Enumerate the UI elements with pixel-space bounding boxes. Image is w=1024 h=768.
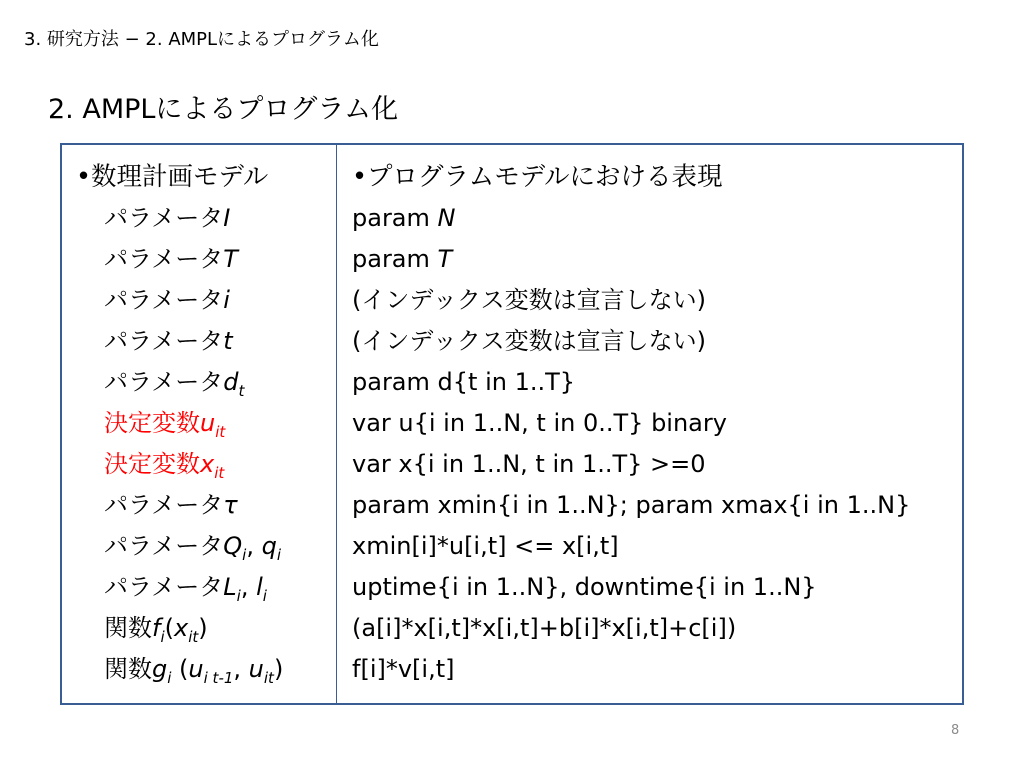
function-g-row xyxy=(76,649,332,690)
symbol-N: N xyxy=(437,204,456,232)
subscript-i-t-1: i t-1 xyxy=(203,669,234,687)
slide-number: 8 xyxy=(951,723,960,738)
decision-var-u-row xyxy=(76,403,332,444)
symbol-f: f xyxy=(152,614,161,642)
code-param-xmin-xmax: param xmin{i in 1..N}; param xmax{i in 1..N} xyxy=(352,491,911,519)
code-index-note-i: (インデックス変数は宣言しない) xyxy=(352,286,707,314)
subscript-t: t xyxy=(238,382,245,400)
decision-label: 決定変数 xyxy=(104,450,200,478)
param-tau-row xyxy=(76,485,332,526)
symbol-x: x xyxy=(200,450,215,478)
function-label: 関数 xyxy=(104,655,152,683)
subscript-i: i xyxy=(236,587,241,605)
code-param-N xyxy=(352,198,960,239)
code-constraint: xmin[i]*u[i,t] <= x[i,t] xyxy=(352,532,619,560)
param-L-l-row xyxy=(76,567,332,608)
code-param-d: param d{t in 1..T} xyxy=(352,368,576,396)
param-I-row xyxy=(76,198,332,239)
paren-close: ) xyxy=(273,655,284,683)
param-label: パラメータ xyxy=(104,491,224,519)
symbol-t: t xyxy=(223,327,233,355)
param-label: パラメータ xyxy=(104,573,224,601)
subscript-it: it xyxy=(215,423,226,441)
param-label: パラメータ xyxy=(104,327,224,355)
slide-heading: 2. AMPLによるプログラム化 xyxy=(48,94,399,125)
symbol-q: q xyxy=(261,532,277,560)
param-keyword: param xyxy=(352,245,438,273)
param-t-row xyxy=(76,321,332,362)
symbol-L: L xyxy=(223,573,237,601)
function-label: 関数 xyxy=(104,614,152,642)
param-label: パラメータ xyxy=(104,368,224,396)
subscript-i: i xyxy=(160,628,165,646)
code-cost-expression: (a[i]*x[i,t]*x[i,t]+b[i]*x[i,t]+c[i]) xyxy=(352,614,737,642)
param-keyword: param xyxy=(352,204,438,232)
symbol-I: I xyxy=(223,204,231,232)
param-i-row xyxy=(76,280,332,321)
paren-close: ) xyxy=(198,614,208,642)
comma: , xyxy=(233,655,249,683)
code-param-T xyxy=(352,239,960,280)
comparison-table xyxy=(60,143,964,705)
code-var-u: var u{i in 1..N, t in 0..T} binary xyxy=(352,409,727,437)
program-model-column xyxy=(352,157,960,690)
symbol-u: u xyxy=(200,409,216,437)
subscript-i: i xyxy=(167,669,172,687)
param-label: パラメータ xyxy=(104,204,224,232)
subscript-it: it xyxy=(188,628,199,646)
subscript-it: it xyxy=(214,464,225,482)
column-divider xyxy=(336,145,337,703)
comma: , xyxy=(246,532,262,560)
symbol-i: i xyxy=(223,286,230,314)
param-Q-q-row xyxy=(76,526,332,567)
math-model-column xyxy=(76,157,332,690)
symbol-tau: τ xyxy=(223,491,238,519)
function-f-row xyxy=(76,608,332,649)
param-d-row xyxy=(76,362,332,403)
symbol-T: T xyxy=(437,245,453,273)
symbol-g: g xyxy=(152,655,168,683)
paren-open: ( xyxy=(171,655,189,683)
subscript-it: it xyxy=(263,669,274,687)
subscript-i: i xyxy=(276,546,282,564)
math-model-title: •数理計画モデル xyxy=(76,162,269,192)
param-label: パラメータ xyxy=(104,245,224,273)
symbol-l: l xyxy=(256,573,263,601)
symbol-u: u xyxy=(248,655,264,683)
symbol-x: x xyxy=(174,614,189,642)
code-uptime-downtime: uptime{i in 1..N}, downtime{i in 1..N} xyxy=(352,573,817,601)
decision-label: 決定変数 xyxy=(104,409,200,437)
code-var-x: var x{i in 1..N, t in 1..T} >=0 xyxy=(352,450,706,478)
param-label: パラメータ xyxy=(104,532,224,560)
param-label: パラメータ xyxy=(104,286,224,314)
program-model-title: •プログラムモデルにおける表現 xyxy=(352,162,723,192)
decision-var-x-row xyxy=(76,444,332,485)
subscript-i: i xyxy=(262,587,267,605)
code-startup-expression: f[i]*v[i,t] xyxy=(352,655,455,683)
symbol-u: u xyxy=(188,655,204,683)
comma: , xyxy=(240,573,257,601)
subscript-i: i xyxy=(242,546,247,564)
symbol-Q: Q xyxy=(223,532,243,560)
symbol-d: d xyxy=(223,368,239,396)
param-T-row xyxy=(76,239,332,280)
symbol-T: T xyxy=(223,245,238,273)
code-index-note-t: (インデックス変数は宣言しない) xyxy=(352,327,707,355)
paren-open: ( xyxy=(164,614,174,642)
slide-header: 3. 研究方法 − 2. AMPLによるプログラム化 xyxy=(24,29,379,50)
